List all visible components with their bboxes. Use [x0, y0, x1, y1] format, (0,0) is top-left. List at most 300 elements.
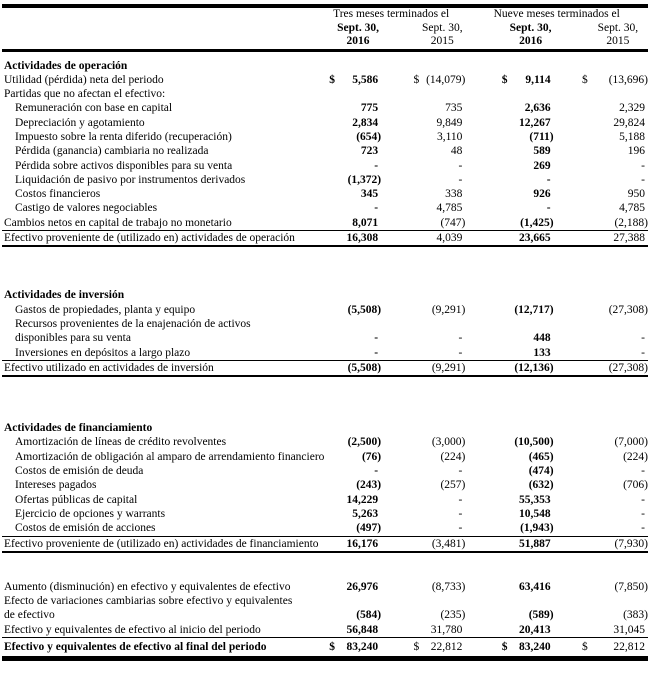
- cell-value: -: [588, 521, 648, 536]
- currency-symbol: [554, 536, 588, 552]
- table-row: [2, 521, 648, 536]
- currency-symbol: [381, 608, 419, 622]
- cell-value: 9,849: [436, 116, 463, 129]
- currency-symbol: [465, 187, 507, 201]
- cell-value: 26,976: [346, 580, 379, 593]
- currency-symbol: [554, 331, 588, 345]
- cell-value: (706): [623, 479, 648, 492]
- currency-symbol: [554, 288, 588, 302]
- cell-value: 8,071: [335, 216, 381, 231]
- currency-symbol: [465, 521, 507, 536]
- cell-value: [588, 288, 648, 302]
- period-group-label-nine-months: Nueve meses terminados el: [493, 8, 620, 20]
- table-row: [2, 346, 648, 361]
- table-row: [2, 638, 648, 659]
- date-label: Sept. 30,: [509, 21, 552, 34]
- cell-value: (1,425): [508, 216, 554, 231]
- spacer-row: [2, 376, 648, 421]
- currency-symbol: [381, 216, 419, 231]
- currency-symbol: [381, 464, 419, 478]
- header-empty-cell: [2, 35, 317, 50]
- section-header-row: [2, 288, 648, 302]
- cell-value: (235): [440, 609, 466, 622]
- row-label: Intereses pagados: [15, 479, 97, 492]
- currency-symbol: $: [501, 73, 508, 86]
- date-label: Sept. 30,: [422, 21, 463, 34]
- spacer-row: [2, 552, 648, 580]
- currency-symbol: [465, 608, 507, 622]
- currency-symbol: [554, 173, 588, 187]
- row-label: Efectivo y equivalentes de efectivo al inicio del periodo: [2, 623, 317, 638]
- cell-value: 29,824: [613, 116, 645, 129]
- currency-symbol: [554, 231, 588, 247]
- cell-value: -: [458, 159, 463, 172]
- row-label: Efectivo utilizado en actividades de inversión: [2, 360, 317, 376]
- currency-symbol: [381, 101, 419, 115]
- currency-symbol: [554, 450, 588, 464]
- currency-symbol: [381, 130, 419, 144]
- cell-value: -: [335, 346, 381, 361]
- currency-symbol: [381, 317, 419, 331]
- currency-symbol: [554, 144, 588, 158]
- row-label: Efecto de variaciones cambiarias sobre efectivo y equivalentes: [4, 595, 293, 608]
- cell-value: -: [374, 332, 379, 345]
- cell-value: 345: [360, 188, 379, 201]
- currency-symbol: [465, 317, 507, 331]
- cell-value: 22,812: [588, 638, 648, 659]
- currency-symbol: [465, 231, 507, 247]
- cell-value: (5,508): [335, 360, 381, 376]
- cell-value: [588, 87, 648, 101]
- date-label: Sept. 30,: [337, 21, 379, 34]
- cell-value: -: [374, 202, 379, 215]
- row-label: Amortización de líneas de crédito revolventes: [15, 436, 227, 449]
- cell-value: -: [588, 346, 648, 361]
- row-label: Efectivo y equivalentes de efectivo al final del periodo: [2, 638, 317, 659]
- row-label: Inversiones en depósitos a largo plazo: [2, 346, 317, 361]
- currency-symbol: [554, 594, 588, 608]
- currency-symbol: [465, 594, 507, 608]
- row-label: Ejercicio de opciones y warrants: [15, 507, 166, 520]
- cell-value: (257): [440, 479, 466, 492]
- cell-value: -: [458, 507, 463, 520]
- cell-value: (7,930): [588, 536, 648, 552]
- table-row: [2, 87, 648, 101]
- table-row: [2, 130, 648, 144]
- currency-symbol: [465, 421, 507, 435]
- currency-symbol: [381, 360, 419, 376]
- currency-symbol: [317, 507, 335, 521]
- row-label: Actividades de operación: [4, 59, 128, 72]
- row-label: Ofertas públicas de capital: [15, 493, 138, 506]
- currency-symbol: [317, 303, 335, 317]
- currency-symbol: [554, 493, 588, 507]
- cell-value: [588, 594, 648, 608]
- cell-value: 83,240: [335, 638, 381, 659]
- cell-value: 22,812: [419, 638, 465, 659]
- cell-value: -: [641, 507, 645, 520]
- cell-value: (2,188): [588, 216, 648, 231]
- currency-symbol: [317, 173, 335, 187]
- currency-symbol: [317, 521, 335, 536]
- currency-symbol: [465, 87, 507, 101]
- cell-value: [419, 288, 465, 302]
- cell-value: 9,114: [525, 73, 551, 86]
- year-label: 2015: [419, 35, 465, 50]
- currency-symbol: [381, 173, 419, 187]
- cell-value: -: [641, 173, 645, 186]
- table-row: [2, 478, 648, 492]
- currency-symbol: [317, 201, 335, 215]
- cell-value: 51,887: [508, 536, 554, 552]
- cell-value: 133: [508, 346, 554, 361]
- cell-value: (654): [356, 130, 382, 143]
- currency-symbol: [381, 580, 419, 594]
- cell-value: [335, 59, 381, 73]
- cell-value: (3,000): [431, 436, 466, 449]
- currency-symbol: [317, 536, 335, 552]
- table-row: [2, 594, 648, 608]
- currency-symbol: [317, 608, 335, 622]
- cell-value: [508, 421, 554, 435]
- currency-symbol: [381, 288, 419, 302]
- cell-value: (12,136): [508, 360, 554, 376]
- cell-value: (5,508): [347, 303, 382, 316]
- table-row: [2, 435, 648, 449]
- spacer-cell: [2, 552, 648, 580]
- cell-value: (632): [528, 479, 554, 492]
- cell-value: 14,229: [346, 493, 379, 506]
- cell-value: 16,308: [335, 231, 381, 247]
- currency-symbol: [554, 421, 588, 435]
- currency-symbol: [317, 144, 335, 158]
- currency-symbol: [317, 346, 335, 361]
- currency-symbol: [554, 464, 588, 478]
- cell-value: (747): [419, 216, 465, 231]
- cell-value: 16,176: [335, 536, 381, 552]
- cell-value: [419, 87, 465, 101]
- currency-symbol: [317, 478, 335, 492]
- cell-value: (243): [356, 479, 382, 492]
- cell-value: 4,039: [419, 231, 465, 247]
- cell-value: [508, 317, 554, 331]
- cell-value: 2,636: [524, 102, 551, 115]
- cell-value: 5,586: [352, 73, 379, 86]
- table-row: [2, 73, 648, 87]
- currency-symbol: $: [317, 638, 335, 659]
- cell-value: 269: [533, 159, 551, 172]
- row-label: Aumento (disminución) en efectivo y equivalentes de efectivo: [4, 580, 291, 593]
- cell-value: (711): [529, 130, 554, 143]
- currency-symbol: [465, 346, 507, 361]
- currency-symbol: [554, 116, 588, 130]
- cell-value: (9,291): [419, 360, 465, 376]
- row-label: Gastos de propiedades, planta y equipo: [15, 303, 196, 316]
- cell-value: (224): [623, 450, 648, 463]
- row-label: Costos de emisión de acciones: [2, 521, 317, 536]
- row-label: Liquidación de pasivo por instrumentos derivados: [15, 173, 246, 186]
- currency-symbol: [381, 623, 419, 638]
- cell-value: (584): [356, 609, 382, 622]
- currency-symbol: [317, 231, 335, 247]
- cell-value: 5,188: [619, 130, 645, 143]
- cell-value: [508, 288, 554, 302]
- cell-value: (13,696): [608, 73, 648, 86]
- cell-value: (27,308): [608, 303, 648, 316]
- cell-value: -: [641, 332, 645, 345]
- currency-symbol: [317, 493, 335, 507]
- cell-value: 31,780: [419, 623, 465, 638]
- spacer-cell: [2, 376, 648, 421]
- cell-value: [508, 87, 554, 101]
- cell-value: (8,733): [431, 580, 466, 593]
- table-row: [2, 231, 648, 247]
- header-empty-cell: [2, 6, 317, 22]
- row-label: Costos financieros: [15, 188, 101, 201]
- cell-value: (474): [528, 465, 554, 478]
- row-label: Remuneración con base en capital: [15, 102, 173, 115]
- currency-symbol: [554, 608, 588, 622]
- currency-symbol: [465, 173, 507, 187]
- cell-value: 23,665: [508, 231, 554, 247]
- currency-symbol: [381, 87, 419, 101]
- currency-symbol: [465, 360, 507, 376]
- cell-value: (14,079): [426, 73, 466, 86]
- currency-symbol: $: [413, 73, 420, 86]
- currency-symbol: [381, 435, 419, 449]
- currency-symbol: [465, 116, 507, 130]
- currency-symbol: [554, 87, 588, 101]
- currency-symbol: $: [581, 73, 588, 86]
- cell-value: (224): [440, 450, 466, 463]
- cell-value: 27,388: [588, 231, 648, 247]
- date-label: Sept. 30,: [597, 21, 639, 34]
- row-label: Depreciación y agotamiento: [15, 116, 145, 129]
- table-row: [2, 303, 648, 317]
- currency-symbol: [554, 303, 588, 317]
- currency-symbol: $: [329, 73, 335, 86]
- cell-value: 4,785: [436, 202, 463, 215]
- cell-value: -: [641, 493, 645, 506]
- row-label: Cambios netos en capital de trabajo no monetario: [2, 216, 317, 231]
- currency-symbol: [381, 521, 419, 536]
- cell-value: 5,263: [352, 507, 379, 520]
- spacer-cell: [2, 246, 648, 288]
- cell-value: -: [458, 465, 463, 478]
- cell-value: (383): [623, 609, 648, 622]
- currency-symbol: [317, 623, 335, 638]
- spacer-row: [2, 50, 648, 59]
- cell-value: (497): [335, 521, 381, 536]
- table-row: [2, 173, 648, 187]
- currency-symbol: [465, 464, 507, 478]
- cell-value: 31,045: [588, 623, 648, 638]
- year-label: 2016: [508, 35, 554, 50]
- currency-symbol: [465, 159, 507, 173]
- currency-symbol: [317, 464, 335, 478]
- cell-value: 56,848: [335, 623, 381, 638]
- cell-value: -: [458, 332, 463, 345]
- table-row: [2, 623, 648, 638]
- cell-value: [335, 288, 381, 302]
- currency-symbol: [465, 536, 507, 552]
- currency-symbol: [317, 594, 335, 608]
- currency-symbol: [554, 101, 588, 115]
- currency-symbol: [381, 303, 419, 317]
- cell-value: (3,481): [419, 536, 465, 552]
- table-row: [2, 360, 648, 376]
- currency-symbol: [381, 346, 419, 361]
- currency-symbol: [465, 130, 507, 144]
- currency-symbol: [381, 187, 419, 201]
- cell-value: 20,413: [508, 623, 554, 638]
- currency-symbol: [554, 435, 588, 449]
- currency-symbol: [381, 450, 419, 464]
- cell-value: 55,353: [519, 493, 551, 506]
- currency-symbol: [554, 346, 588, 361]
- cell-value: (1,943): [508, 521, 554, 536]
- currency-symbol: [317, 130, 335, 144]
- cell-value: 196: [627, 145, 645, 158]
- table-row: [2, 580, 648, 594]
- cell-value: [588, 421, 648, 435]
- currency-symbol: [465, 216, 507, 231]
- cell-value: 3,110: [436, 130, 463, 143]
- currency-symbol: [554, 216, 588, 231]
- cell-value: [419, 421, 465, 435]
- row-label: Efectivo proveniente de (utilizado en) actividades de financiamiento: [2, 536, 317, 552]
- cell-value: (76): [361, 450, 382, 463]
- cell-value: [419, 594, 465, 608]
- cell-value: 2,329: [619, 102, 645, 115]
- table-row: [2, 317, 648, 331]
- table-row: [2, 464, 648, 478]
- statement-body: [2, 50, 648, 659]
- cell-value: [588, 59, 648, 73]
- cell-value: -: [546, 202, 551, 215]
- cell-value: [335, 421, 381, 435]
- row-label: Pérdida (ganancia) cambiaria no realizada: [15, 145, 209, 158]
- cell-value: -: [458, 173, 463, 186]
- currency-symbol: [317, 360, 335, 376]
- row-label: Utilidad (pérdida) neta del periodo: [4, 73, 164, 86]
- cell-value: (2,500): [347, 436, 382, 449]
- header-period-row: [2, 6, 648, 22]
- row-label: Castigo de valores negociables: [15, 202, 158, 215]
- currency-symbol: [381, 536, 419, 552]
- currency-symbol: [554, 521, 588, 536]
- header-year-row: [2, 35, 648, 50]
- currency-symbol: [465, 59, 507, 73]
- currency-symbol: [554, 130, 588, 144]
- currency-symbol: [465, 435, 507, 449]
- row-label: Impuesto sobre la renta diferido (recuperación): [15, 130, 232, 143]
- row-label: Amortización de obligación al amparo de arrendamiento financiero: [15, 450, 325, 463]
- table-row: [2, 331, 648, 345]
- currency-symbol: [554, 159, 588, 173]
- cell-value: [335, 317, 381, 331]
- cell-value: -: [641, 159, 645, 172]
- currency-symbol: [381, 116, 419, 130]
- row-label: Pérdida sobre activos disponibles para su venta: [15, 159, 233, 172]
- table-row: [2, 101, 648, 115]
- currency-symbol: [381, 507, 419, 521]
- table-row: [2, 507, 648, 521]
- cell-value: 723: [360, 145, 379, 158]
- cell-value: 48: [450, 145, 463, 158]
- cell-value: [588, 317, 648, 331]
- cell-value: 10,548: [519, 507, 551, 520]
- cell-value: [335, 594, 381, 608]
- currency-symbol: [465, 331, 507, 345]
- currency-symbol: [317, 288, 335, 302]
- cash-flow-table: [2, 4, 648, 661]
- currency-symbol: [317, 435, 335, 449]
- cell-value: 950: [627, 188, 645, 201]
- currency-symbol: [465, 288, 507, 302]
- cell-value: 83,240: [508, 638, 554, 659]
- currency-symbol: [465, 144, 507, 158]
- currency-symbol: [554, 317, 588, 331]
- row-label: Partidas que no afectan el efectivo:: [4, 88, 166, 101]
- currency-symbol: [554, 201, 588, 215]
- currency-symbol: $: [554, 638, 588, 659]
- currency-symbol: $: [381, 638, 419, 659]
- currency-symbol: $: [465, 638, 507, 659]
- table-row: [2, 187, 648, 201]
- currency-symbol: [465, 507, 507, 521]
- currency-symbol: [381, 421, 419, 435]
- currency-symbol: [465, 450, 507, 464]
- cell-value: -: [419, 346, 465, 361]
- header-empty-cell: [2, 22, 317, 36]
- table-row: [2, 216, 648, 231]
- row-label: disponibles para su venta: [15, 332, 131, 345]
- currency-symbol: [381, 331, 419, 345]
- cell-value: (9,291): [431, 303, 466, 316]
- cell-value: 775: [360, 102, 379, 115]
- currency-symbol: [317, 101, 335, 115]
- cell-value: 338: [445, 188, 463, 201]
- spacer-row: [2, 246, 648, 288]
- cell-value: 63,416: [519, 580, 551, 593]
- table-row: [2, 608, 648, 622]
- currency-symbol: [554, 59, 588, 73]
- currency-symbol: [554, 580, 588, 594]
- cell-value: [419, 59, 465, 73]
- cell-value: (589): [528, 609, 554, 622]
- table-row: [2, 201, 648, 215]
- currency-symbol: [465, 493, 507, 507]
- currency-symbol: [317, 116, 335, 130]
- currency-symbol: [554, 507, 588, 521]
- row-label: Costos de emisión de deuda: [15, 465, 144, 478]
- currency-symbol: [317, 317, 335, 331]
- table-row: [2, 493, 648, 507]
- currency-symbol: [317, 216, 335, 231]
- cell-value: [508, 59, 554, 73]
- currency-symbol: [381, 59, 419, 73]
- cell-value: (12,717): [514, 303, 554, 316]
- row-label: Efectivo proveniente de (utilizado en) actividades de operación: [2, 231, 317, 247]
- currency-symbol: [465, 580, 507, 594]
- currency-symbol: [381, 231, 419, 247]
- currency-symbol: [317, 187, 335, 201]
- currency-symbol: [317, 331, 335, 345]
- currency-symbol: [465, 478, 507, 492]
- row-label: Actividades de financiamiento: [4, 422, 153, 435]
- cell-value: -: [419, 521, 465, 536]
